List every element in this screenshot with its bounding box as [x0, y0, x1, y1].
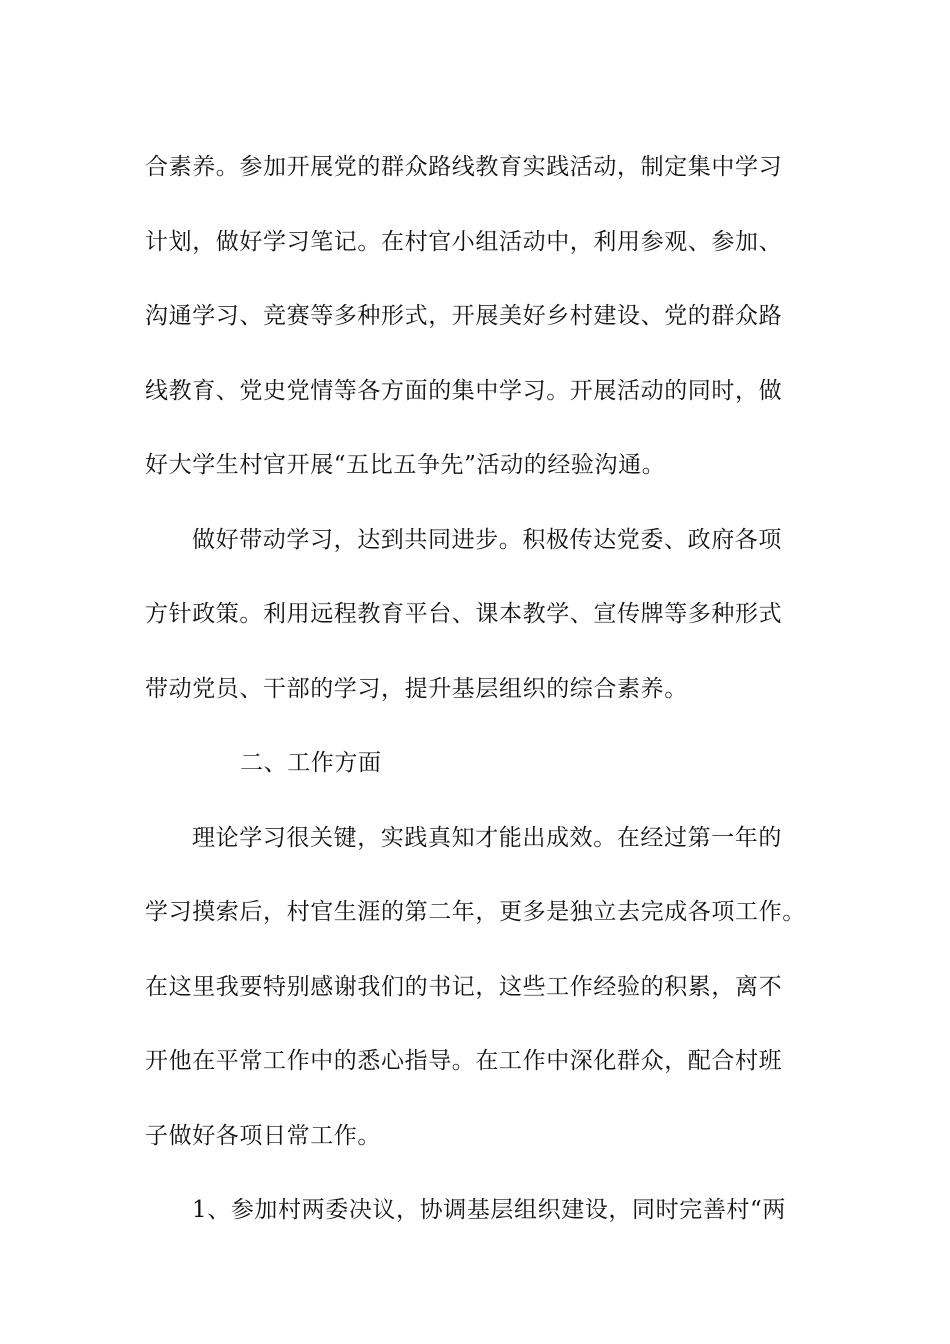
paragraph-line-10: 理论学习很关键，实践真知才能出成效。在经过第一年的: [192, 824, 782, 851]
paragraph-line-6: 做好带动学习，达到共同进步。积极传达党委、政府各项: [192, 526, 782, 553]
list-item-1: 1、参加村两委决议，协调基层组织建设，同时完善村“两: [192, 1197, 786, 1223]
paragraph-line-11: 学习摸索后，村官生涯的第二年，更多是独立去完成各项工作。: [145, 899, 806, 925]
paragraph-line-7: 方针政策。利用远程教育平台、课本教学、宣传牌等多种形式: [145, 601, 783, 627]
paragraph-line-13: 开他在平常工作中的悉心指导。在工作中深化群众，配合村班: [145, 1048, 783, 1074]
document-body: [145, 130, 810, 1248]
paragraph-line-12: 在这里我要特别感谢我们的书记，这些工作经验的积累，离不: [145, 973, 783, 1000]
paragraph-line-2: 计划，做好学习笔记。在村官小组活动中，利用参观、参加、: [145, 228, 783, 255]
paragraph-line-3: 沟通学习、竞赛等多种形式，开展美好乡村建设、党的群众路: [145, 303, 783, 329]
paragraph-line-14: 子做好各项日常工作。: [145, 1122, 381, 1149]
paragraph-line-5: 好大学生村官开展“五比五争先”活动的经验沟通。: [145, 452, 666, 478]
paragraph-line-1: 合素养。参加开展党的群众路线教育实践活动，制定集中学习: [145, 154, 783, 180]
paragraph-line-4: 线教育、党史党情等各方面的集中学习。开展活动的同时，做: [145, 377, 783, 404]
paragraph-line-8: 带动党员、干部的学习，提升基层组织的综合素养。: [145, 675, 688, 702]
section-heading: 二、工作方面: [240, 750, 382, 776]
